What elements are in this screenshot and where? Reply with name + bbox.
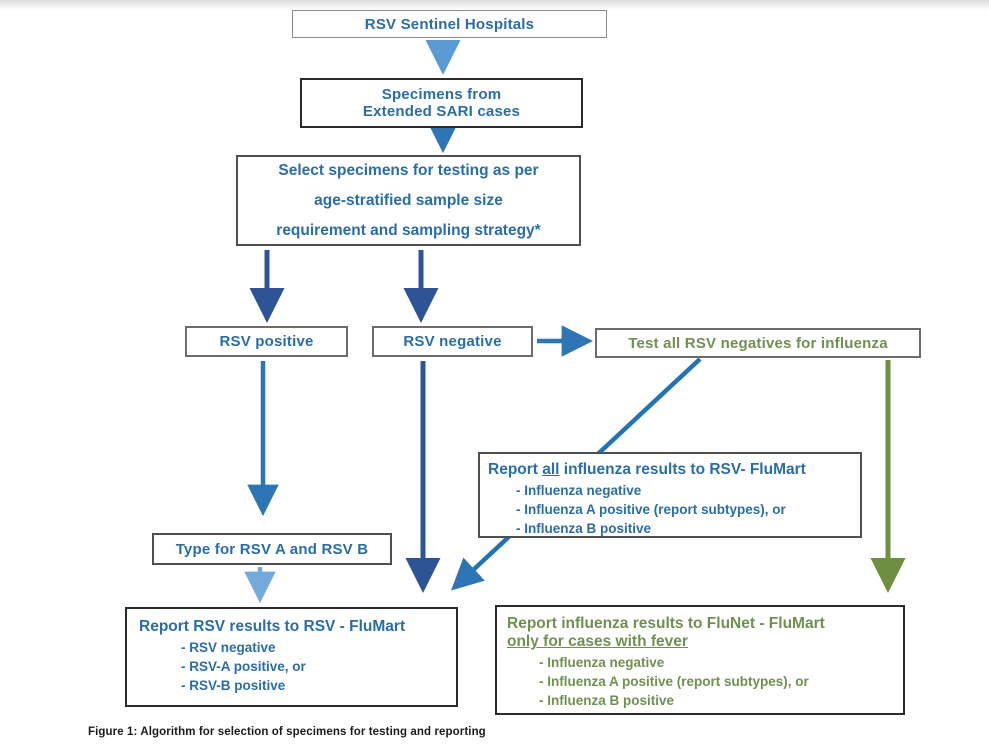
box-select-line2: age-stratified sample size <box>314 191 503 209</box>
box-select-line3: requirement and sampling strategy* <box>276 221 541 239</box>
box-rsv-negative <box>372 326 533 357</box>
report-flumart-title-prefix: Report <box>488 461 543 478</box>
report-flunet-bullet-list <box>539 653 809 710</box>
report-flumart-bullet: - Influenza negative <box>516 483 642 498</box>
box-rsv-sentinel-hospitals-label: RSV Sentinel Hospitals <box>364 15 535 33</box>
box-rsv-negative-label: RSV negative <box>403 333 502 350</box>
report-flumart-bullet: - Influenza A positive (report subtypes), or <box>516 502 786 517</box>
box-report-influenza-rsv-flumart-title <box>488 461 806 479</box>
box-report-rsv-results-title: Report RSV results to RSV - FluMart <box>139 618 406 635</box>
box-report-flunet-title-line2: only for cases with fever <box>507 633 688 650</box>
box-report-influenza-rsv-flumart <box>478 452 862 538</box>
box-specimens-line1: Specimens from <box>381 86 502 103</box>
box-type-rsv-a-b <box>152 533 392 565</box>
report-flumart-title-suffix: influenza results to RSV- FluMart <box>559 461 806 478</box>
box-rsv-positive <box>185 326 348 357</box>
report-rsv-bullet: - RSV-B positive <box>181 678 286 693</box>
report-flunet-bullet: - Influenza negative <box>539 655 665 670</box>
box-select-line1: Select specimens for testing as per <box>278 161 539 179</box>
report-rsv-bullet-list <box>181 638 306 695</box>
box-test-rsv-negatives <box>595 328 921 358</box>
box-test-rsv-negatives-label: Test all RSV negatives for influenza <box>628 334 888 352</box>
figure-caption: Figure 1: Algorithm for selection of specimens for testing and reporting <box>88 726 486 738</box>
report-flumart-title-underlined: all <box>542 461 560 478</box>
report-rsv-bullet: - RSV-A positive, or <box>181 659 306 674</box>
report-flunet-bullet: - Influenza B positive <box>539 693 675 708</box>
box-select-specimens <box>236 155 581 246</box>
box-rsv-sentinel-hospitals <box>292 10 607 38</box>
box-report-flunet-title-line1: Report influenza results to FluNet - FluMart <box>507 615 825 632</box>
box-specimens-line2: Extended SARI cases <box>362 103 521 120</box>
report-flumart-bullet: - Influenza B positive <box>516 521 652 536</box>
box-report-rsv-results <box>125 607 458 707</box>
box-specimens-sari <box>300 78 583 128</box>
report-flunet-bullet: - Influenza A positive (report subtypes), or <box>539 674 809 689</box>
report-flumart-bullet-list <box>516 481 786 538</box>
report-rsv-bullet: - RSV negative <box>181 640 276 655</box>
box-report-flunet <box>495 605 905 715</box>
box-rsv-positive-label: RSV positive <box>219 333 314 350</box>
box-type-rsv-a-b-label: Type for RSV A and RSV B <box>175 540 369 558</box>
